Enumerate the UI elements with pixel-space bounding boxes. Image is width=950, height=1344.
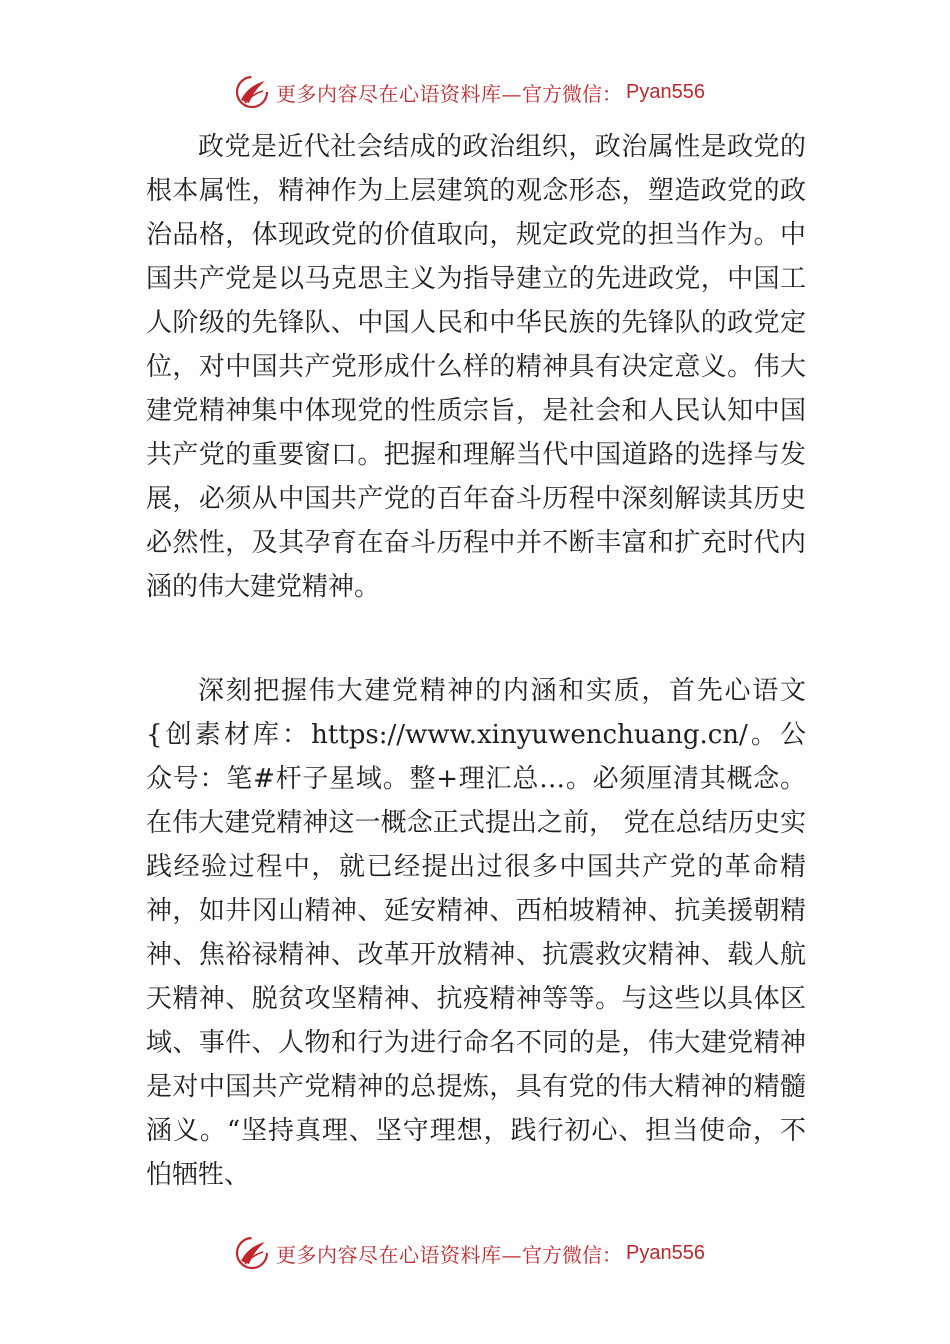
banner-wechat-id: Pyan556 [626,80,705,103]
paragraph-2: 深刻把握伟大建党精神的内涵和实质，首先心语文{创素材库：https://www.xinyuwenchuang.cn/。公众号：笔#杆子星域。整+理汇总…。必须厘清其概念。在伟大建党精神这一概念正式提出之前， 党在总结历史实践经验过程中，就已经提出过很多中国共产党的革命精神，如井冈山精神、延安精神、西柏坡精神、抗美援朝精神、焦裕禄精神、改革开放精神、抗震救灾精神、载人航天精神、脱贫攻坚精神、抗疫精神等等。与这些以具体区域、事件、人物和行为进行命名不同的是，伟大建党精神是对中国共产党精神的总提炼，具有党的伟大精神的精髓涵义。“坚持真理、坚守理想，践行初心、担当使命，不怕牺牲、 [146,676,806,1190]
banner-ad-text: 更多内容尽在心语资料库— [276,1242,522,1267]
banner-wechat-label: 官方微信： [522,81,622,106]
paragraph-1: 政党是近代社会结成的政治组织，政治属性是政党的根本属性，精神作为上层建筑的观念形态，塑造政党的政治品格，体现政党的价值取向，规定政党的担当作为。中国共产党是以马克思主义为指导建立的先进政党，中国工人阶级的先锋队、中国人民和中华民族的先锋队的政党定位，对中国共产党形成什么样的精神具有决定意义。伟大建党精神集中体现党的性质宗旨，是社会和人民认知中国共产党的重要窗口。把握和理解当代中国道路的选择与发展，必须从中国共产党的百年奋斗历程中深刻解读其历史必然性，及其孕育在奋斗历程中并不断丰富和扩充时代内涵的伟大建党精神。 [146,132,806,602]
header-banner[interactable] [232,72,705,112]
banner-wechat-label: 官方微信： [522,1242,622,1267]
swirl-logo-icon [232,1233,272,1273]
banner-wechat-id: Pyan556 [626,1241,705,1264]
footer-banner[interactable] [232,1233,705,1273]
swirl-logo-icon [232,72,272,112]
banner-ad-text: 更多内容尽在心语资料库— [276,81,522,106]
